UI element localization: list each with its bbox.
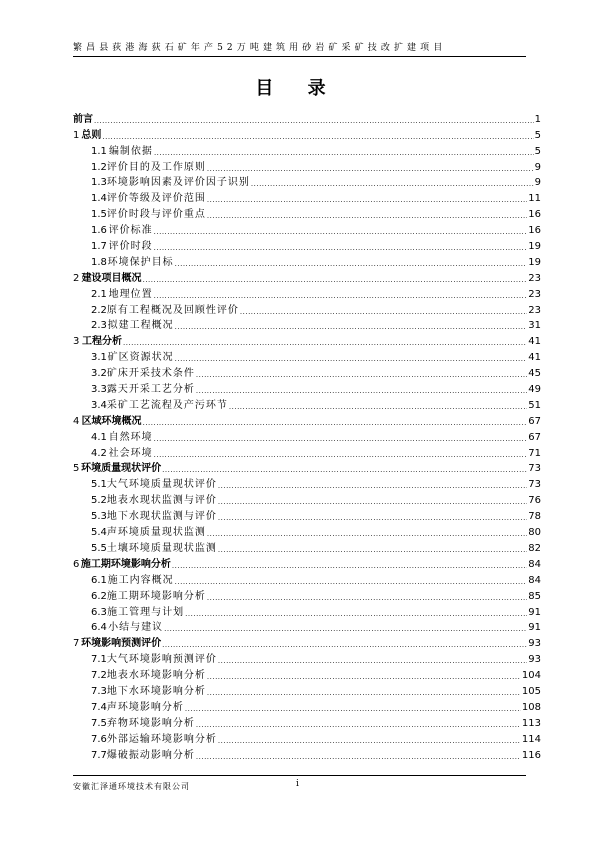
toc-entry-title: 环境影响预测评价 (81, 638, 162, 650)
toc-entry-page: 73 (528, 463, 541, 475)
toc-entry-number: 3.4 (91, 399, 107, 411)
toc-section-entry[interactable] (73, 189, 541, 205)
dot-leader (154, 148, 534, 158)
dot-leader (207, 529, 527, 539)
dot-leader (218, 736, 521, 746)
toc-entry-number: 1.8 (91, 256, 107, 268)
toc-entry-title: 外部运输环境影响分析 (106, 733, 217, 745)
toc-entry-page: 85 (528, 590, 541, 602)
toc-chapter-entry[interactable] (73, 126, 541, 142)
toc-entry-number: 7.3 (91, 685, 107, 697)
toc-entry-page: 82 (528, 542, 541, 554)
dot-leader (172, 561, 527, 571)
toc-entry-page: 67 (528, 415, 541, 427)
toc-section-entry[interactable] (73, 205, 541, 221)
dot-leader (218, 656, 527, 666)
dot-leader (207, 672, 521, 682)
toc-entry-page: 116 (521, 749, 541, 761)
toc-section-entry[interactable] (73, 444, 541, 460)
toc-entry-number: 7.1 (91, 654, 107, 666)
toc-entry-title: 总则 (81, 129, 102, 141)
dot-leader (251, 179, 534, 189)
dot-leader (240, 307, 527, 317)
toc-section-entry[interactable] (73, 619, 541, 635)
toc-entry-page: 49 (528, 384, 541, 396)
toc-entry-page: 5 (534, 145, 541, 157)
toc-entry-number: 7.5 (91, 717, 107, 729)
toc-entry-number: 5.3 (91, 511, 107, 523)
dot-leader (229, 402, 527, 412)
toc-entry-title: 建设项目概况 (81, 272, 142, 284)
toc-chapter-entry[interactable] (73, 555, 541, 571)
toc-entry-number: 1 (73, 129, 80, 141)
toc-section-entry[interactable] (73, 587, 541, 603)
toc-chapter-entry[interactable] (73, 269, 541, 285)
toc-entry-page: 31 (528, 320, 541, 332)
toc-entry-title: 原有工程概况及回顾性评价 (106, 304, 239, 316)
toc-entry-number: 3.1 (91, 352, 107, 364)
toc-entry-number: 5.1 (91, 479, 107, 491)
toc-entry-page: 41 (528, 352, 541, 364)
toc-section-entry[interactable] (73, 364, 541, 380)
toc-entry-page: 91 (528, 622, 541, 634)
dot-leader (94, 116, 534, 126)
toc-entry-number: 7.7 (91, 749, 107, 761)
toc-entry-page: 16 (528, 209, 541, 221)
toc-entry-number: 1.6 (91, 225, 107, 237)
toc-entry-title: 地下水环境影响分析 (106, 685, 206, 697)
toc-entry-page: 9 (534, 177, 541, 189)
toc-entry-title: 评价标准 (108, 225, 153, 237)
toc-entry-number: 6.3 (91, 606, 107, 618)
toc-section-entry[interactable] (73, 523, 541, 539)
footer-page-number: i (296, 779, 299, 789)
toc-entry-number: 7.6 (91, 733, 107, 745)
toc-entry-title: 评价时段与评价重点 (106, 209, 206, 221)
dot-leader (196, 370, 527, 380)
toc-entry-number: 1.4 (91, 193, 107, 205)
toc-entry-title: 声环境质量现状监测 (106, 527, 206, 539)
toc-entry-number: 3.3 (91, 384, 107, 396)
toc-chapter-entry[interactable] (73, 634, 541, 650)
toc-entry-page: 23 (528, 304, 541, 316)
dot-leader (162, 465, 527, 475)
table-of-contents (73, 110, 541, 762)
toc-entry-title: 工程分析 (81, 336, 122, 348)
toc-entry-number: 1.1 (91, 145, 107, 157)
toc-entry-number: 2 (73, 272, 80, 284)
dot-leader (196, 386, 527, 396)
toc-entry-title: 环境保护目标 (107, 256, 174, 268)
toc-entry-title: 区域环境概况 (81, 415, 142, 427)
dot-leader (102, 132, 533, 142)
toc-entry-title: 声环境影响分析 (106, 701, 184, 713)
toc-entry-page: 41 (528, 336, 541, 348)
dot-leader (154, 243, 528, 253)
dot-leader (175, 259, 528, 269)
dot-leader (154, 434, 528, 444)
toc-section-entry[interactable] (73, 507, 541, 523)
toc-section-entry[interactable] (73, 317, 541, 333)
dot-leader (154, 291, 528, 301)
toc-entry-page: 93 (528, 654, 541, 666)
dot-leader (207, 688, 521, 698)
toc-entry-title: 地下水现状监测与评价 (106, 511, 217, 523)
toc-entry-page: 23 (528, 272, 541, 284)
toc-section-entry[interactable] (73, 237, 541, 253)
toc-entry-page: 114 (521, 733, 541, 745)
toc-chapter-entry[interactable] (73, 460, 541, 476)
toc-chapter-entry[interactable] (73, 332, 541, 348)
dot-leader (143, 275, 528, 285)
toc-entry-page: 73 (528, 479, 541, 491)
toc-entry-page: 84 (528, 558, 541, 570)
dot-leader (207, 211, 527, 221)
toc-entry-title: 环境影响因素及评价因子识别 (106, 177, 250, 189)
running-header: 繁昌县荻港海荻石矿年产52万吨建筑用砂岩矿采矿技改扩建项目 (73, 43, 447, 53)
toc-entry-number: 6.2 (91, 590, 107, 602)
toc-entry-page: 19 (528, 241, 541, 253)
toc-entry-number: 2.1 (91, 288, 107, 300)
toc-entry-number: 1.2 (91, 161, 107, 173)
toc-entry-title: 施工内容概况 (107, 574, 174, 586)
toc-entry-number: 4 (73, 415, 80, 427)
toc-entry-number: 2.3 (91, 320, 107, 332)
dot-leader (207, 195, 527, 205)
toc-entry-page: 80 (528, 527, 541, 539)
toc-section-entry[interactable] (73, 475, 541, 491)
toc-section-entry[interactable] (73, 174, 541, 190)
toc-entry-number: 5 (73, 463, 80, 475)
dot-leader (207, 593, 527, 603)
toc-entry-number: 3.2 (91, 368, 107, 380)
dot-leader (196, 752, 521, 762)
dot-leader (196, 720, 521, 730)
toc-entry-number: 6 (73, 558, 80, 570)
toc-section-entry[interactable] (73, 730, 541, 746)
toc-entry-number: 6.4 (91, 622, 107, 634)
footer-company: 安徽汇泽通环境技术有限公司 (73, 782, 190, 791)
dot-leader (175, 577, 528, 587)
toc-entry-page: 71 (528, 447, 541, 459)
footer-divider (73, 775, 526, 776)
toc-section-entry[interactable] (73, 571, 541, 587)
toc-section-entry[interactable] (73, 714, 541, 730)
toc-entry-page: 1 (534, 113, 541, 125)
toc-entry-title: 编制依据 (108, 145, 153, 157)
toc-section-entry[interactable] (73, 698, 541, 714)
toc-entry-title: 爆破振动影响分析 (106, 749, 195, 761)
toc-entry-title: 采矿工艺流程及产污环节 (106, 399, 228, 411)
toc-entry-page: 5 (534, 129, 541, 141)
toc-entry-title: 评价等级及评价范围 (106, 193, 206, 205)
toc-entry-number: 7.2 (91, 670, 107, 682)
dot-leader (175, 354, 528, 364)
toc-section-entry[interactable] (73, 539, 541, 555)
dot-leader (175, 322, 528, 332)
toc-section-entry[interactable] (73, 348, 541, 364)
dot-leader (218, 497, 527, 507)
toc-entry-title: 大气环境质量现状评价 (106, 479, 217, 491)
toc-entry-number: 1.3 (91, 177, 107, 189)
dot-leader (218, 481, 527, 491)
dot-leader (207, 164, 534, 174)
toc-chapter-entry[interactable] (73, 110, 541, 126)
toc-entry-number: 1.7 (91, 241, 107, 253)
toc-entry-number: 5.2 (91, 495, 107, 507)
toc-entry-page: 108 (521, 701, 541, 713)
toc-entry-title: 矿区资源状况 (107, 352, 174, 364)
toc-entry-title: 社会环境 (108, 447, 153, 459)
toc-entry-title: 评价时段 (108, 241, 153, 253)
toc-entry-page: 113 (521, 717, 541, 729)
toc-entry-page: 11 (528, 193, 541, 205)
toc-entry-title: 施工期环境影响分析 (80, 558, 171, 570)
toc-entry-page: 19 (528, 256, 541, 268)
toc-entry-number: 5.5 (91, 542, 107, 554)
toc-section-entry[interactable] (73, 285, 541, 301)
toc-entry-page: 16 (528, 225, 541, 237)
toc-entry-number: 3 (73, 336, 80, 348)
toc-entry-number: 7 (73, 638, 80, 650)
toc-section-entry[interactable] (73, 221, 541, 237)
toc-entry-number: 4.2 (91, 447, 107, 459)
toc-section-entry[interactable] (73, 746, 541, 762)
toc-entry-title: 大气环境影响预测评价 (106, 654, 217, 666)
toc-entry-title: 自然环境 (108, 431, 153, 443)
toc-section-entry[interactable] (73, 396, 541, 412)
header-divider (73, 56, 526, 57)
toc-entry-title: 环境质量现状评价 (81, 463, 162, 475)
dot-leader (218, 513, 527, 523)
toc-entry-page: 78 (528, 511, 541, 523)
toc-entry-page: 23 (528, 288, 541, 300)
toc-entry-page: 93 (528, 638, 541, 650)
toc-section-entry[interactable] (73, 380, 541, 396)
toc-entry-page: 84 (528, 574, 541, 586)
toc-chapter-entry[interactable] (73, 412, 541, 428)
dot-leader (143, 418, 528, 428)
toc-entry-number: 6.1 (91, 574, 107, 586)
toc-entry-page: 104 (521, 670, 541, 682)
toc-entry-title: 小结与建议 (108, 622, 164, 634)
toc-section-entry[interactable] (73, 301, 541, 317)
toc-entry-title: 前言 (73, 113, 93, 125)
dot-leader (164, 624, 527, 634)
toc-section-entry[interactable] (73, 491, 541, 507)
dot-leader (154, 227, 528, 237)
toc-section-entry[interactable] (73, 650, 541, 666)
toc-section-entry[interactable] (73, 666, 541, 682)
toc-entry-page: 91 (528, 606, 541, 618)
dot-leader (123, 338, 527, 348)
toc-entry-title: 地理位置 (108, 288, 153, 300)
toc-entry-title: 施工期环境影响分析 (106, 590, 206, 602)
dot-leader (154, 450, 528, 460)
toc-entry-title: 地表水现状监测与评价 (106, 495, 217, 507)
toc-entry-page: 76 (528, 495, 541, 507)
toc-entry-number: 7.4 (91, 701, 107, 713)
dot-leader (218, 545, 527, 555)
toc-section-entry[interactable] (73, 253, 541, 269)
toc-entry-page: 9 (534, 161, 541, 173)
toc-entry-number: 4.1 (91, 431, 107, 443)
toc-title: 目 录 (255, 78, 340, 99)
toc-entry-title: 拟建工程概况 (107, 320, 174, 332)
dot-leader (162, 640, 527, 650)
toc-section-entry[interactable] (73, 682, 541, 698)
toc-entry-title: 矿床开采技术条件 (106, 368, 195, 380)
toc-section-entry[interactable] (73, 158, 541, 174)
toc-entry-title: 露天开采工艺分析 (106, 384, 195, 396)
toc-section-entry[interactable] (73, 142, 541, 158)
toc-entry-title: 评价目的及工作原则 (106, 161, 206, 173)
toc-entry-number: 5.4 (91, 527, 107, 539)
toc-entry-number: 2.2 (91, 304, 107, 316)
dot-leader (185, 704, 521, 714)
toc-entry-page: 45 (528, 368, 541, 380)
toc-entry-page: 105 (521, 685, 541, 697)
toc-section-entry[interactable] (73, 428, 541, 444)
toc-entry-page: 51 (528, 399, 541, 411)
toc-entry-title: 土壤环境质量现状监测 (106, 542, 217, 554)
toc-entry-number: 1.5 (91, 209, 107, 221)
toc-entry-title: 施工管理与计划 (107, 606, 185, 618)
toc-entry-title: 弃物环境影响分析 (106, 717, 195, 729)
toc-entry-page: 67 (528, 431, 541, 443)
toc-entry-title: 地表水环境影响分析 (106, 670, 206, 682)
dot-leader (185, 609, 527, 619)
toc-section-entry[interactable] (73, 603, 541, 619)
